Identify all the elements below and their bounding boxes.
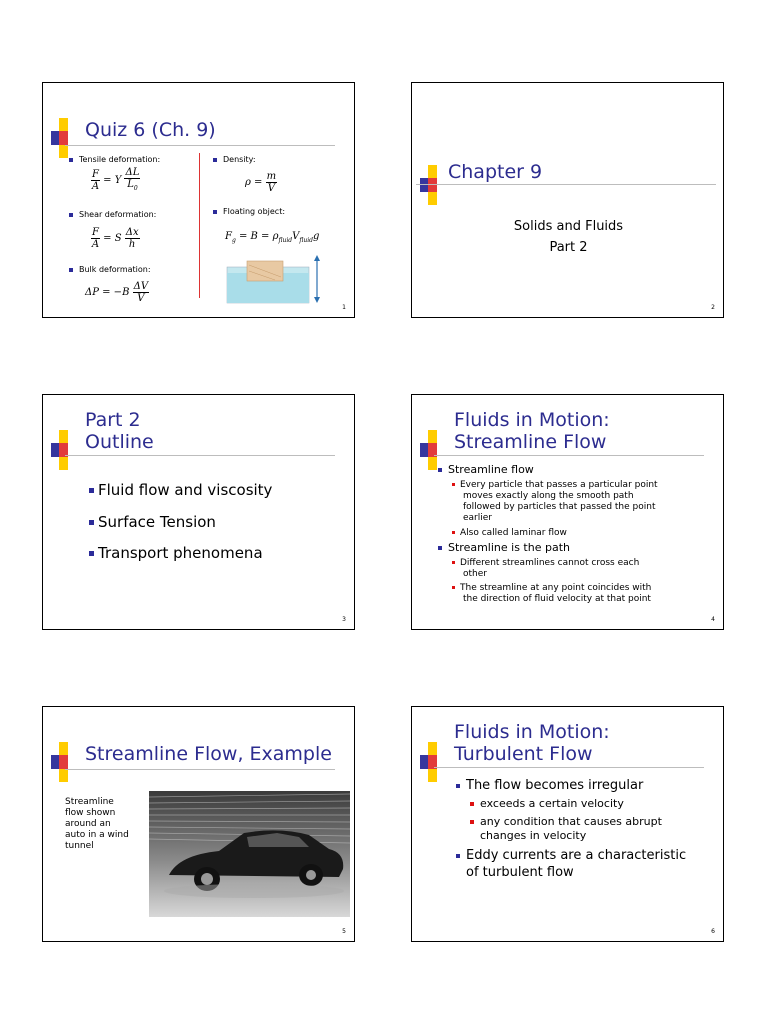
list-item-text: followed by particles that passed the point <box>463 502 656 512</box>
floating-object-diagram <box>225 255 323 309</box>
list-item-text: the direction of fluid velocity at that point <box>463 594 651 604</box>
density-equation: ρ = $\frac{m}{V}$ <box>245 171 277 194</box>
wind-tunnel-car-photo <box>149 791 350 917</box>
list-item-text: changes in velocity <box>480 829 587 842</box>
list-item: Floating object: <box>213 207 285 216</box>
list-item: Eddy currents are a characteristic <box>456 848 686 863</box>
slide-title: Fluids in Motion: <box>454 409 610 431</box>
decorative-square-cluster-icon <box>420 165 444 207</box>
column-divider <box>199 153 200 298</box>
caption-text: auto in a wind <box>65 830 129 840</box>
shear-equation: $\frac{F}{A}$ = S $\frac{\Delta x}{h}$ <box>91 227 139 250</box>
slide-6 <box>411 706 724 942</box>
decorative-square-cluster-icon <box>51 430 75 472</box>
decorative-square-cluster-icon <box>51 118 75 160</box>
slide-title: Chapter 9 <box>448 161 543 183</box>
list-item: Different streamlines cannot cross each <box>452 558 639 569</box>
tensile-equation: $\frac{F}{A}$ = Y $\frac{\Delta L}{L_0}$ <box>91 167 140 192</box>
list-item-text: other <box>463 569 487 579</box>
caption-text: flow shown <box>65 808 116 818</box>
slide-title: Outline <box>85 431 154 453</box>
list-item: Streamline flow <box>438 464 534 475</box>
caption-text: around an <box>65 819 111 829</box>
slide-title: Streamline Flow, Example <box>85 743 332 765</box>
list-item: The streamline at any point coincides with <box>452 583 651 594</box>
slide-title: Streamline Flow <box>454 431 607 453</box>
list-item: exceeds a certain velocity <box>470 798 624 809</box>
page-number: 5 <box>342 928 346 935</box>
list-item: Every particle that passes a particular point <box>452 480 658 491</box>
list-item: Fluid flow and viscosity <box>89 481 272 499</box>
title-underline <box>434 767 704 768</box>
slide-title: Fluids in Motion: <box>454 721 610 743</box>
title-underline <box>65 769 335 770</box>
slide-title: Quiz 6 (Ch. 9) <box>85 119 216 141</box>
caption-text: Streamline <box>65 797 114 807</box>
slide-3 <box>42 394 355 630</box>
page-number: 3 <box>342 616 346 623</box>
list-item: Surface Tension <box>89 513 216 531</box>
list-item: any condition that causes abrupt <box>470 816 662 827</box>
list-item: Transport phenomena <box>89 544 263 562</box>
title-underline <box>416 184 716 185</box>
subtitle: Solids and Fluids <box>513 219 624 234</box>
title-underline <box>65 455 335 456</box>
decorative-square-cluster-icon <box>420 742 444 784</box>
slide-title: Part 2 <box>85 409 141 431</box>
page-number: 4 <box>711 616 715 623</box>
buoyancy-equation: $F_g = B = \rho_{fluid}V_{fluid}g$ <box>225 231 320 244</box>
title-underline <box>65 145 335 146</box>
title-underline <box>434 455 704 456</box>
list-item-text: earlier <box>463 513 492 523</box>
slide-5 <box>42 706 355 942</box>
list-item-text: moves exactly along the smooth path <box>463 491 634 501</box>
list-item: Bulk deformation: <box>69 265 151 274</box>
list-item: The flow becomes irregular <box>456 778 643 793</box>
slide-title: Turbulent Flow <box>454 743 593 765</box>
subtitle: Part 2 <box>549 240 588 255</box>
list-item: Tensile deformation: <box>69 155 160 164</box>
list-item-text: of turbulent flow <box>466 865 574 880</box>
caption-text: tunnel <box>65 841 94 851</box>
slide-1 <box>42 82 355 318</box>
bulk-equation: ΔP = −B $\frac{\Delta V}{V}$ <box>85 281 149 304</box>
page-number: 6 <box>711 928 715 935</box>
decorative-square-cluster-icon <box>51 742 75 784</box>
list-item: Density: <box>213 155 256 164</box>
list-item: Also called laminar flow <box>452 528 567 539</box>
page-number: 2 <box>711 304 715 311</box>
list-item: Streamline is the path <box>438 542 570 553</box>
list-item: Shear deformation: <box>69 210 156 219</box>
slide-2 <box>411 82 724 318</box>
slide-4 <box>411 394 724 630</box>
page-number: 1 <box>342 304 346 311</box>
